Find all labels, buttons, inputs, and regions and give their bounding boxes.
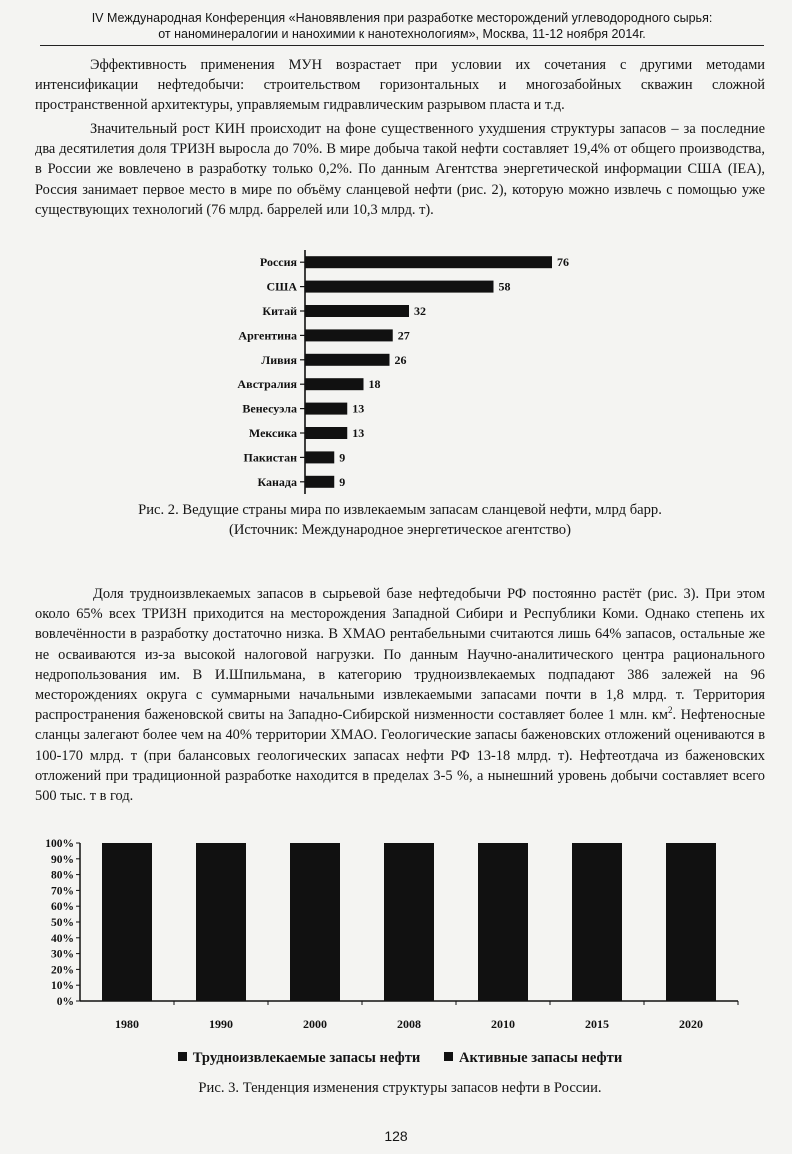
y-tick-label: 20%: [51, 964, 74, 977]
data-label: 18: [368, 377, 381, 392]
bar-hard-reserves: [572, 843, 622, 1001]
x-tick-label: 2020: [679, 1017, 703, 1031]
reserves-structure-chart: [30, 832, 750, 1042]
x-tick-label: 1990: [209, 1017, 233, 1031]
category-label: США: [266, 279, 297, 294]
bar-hard-reserves: [102, 843, 152, 1001]
legend-swatch-hard: [178, 1052, 187, 1061]
data-label: 13: [352, 426, 365, 440]
data-label: 13: [352, 401, 365, 416]
y-tick-label: 80%: [51, 869, 74, 882]
bar: [305, 354, 390, 366]
bar: [305, 305, 409, 317]
x-tick-label: 2008: [397, 1017, 421, 1031]
page-number: 128: [384, 1128, 408, 1144]
bar-hard-reserves: [196, 843, 246, 1001]
bar-hard-reserves: [384, 843, 434, 1001]
x-tick-label: 2015: [585, 1017, 609, 1031]
superscript-2: 2: [668, 705, 673, 716]
category-label: Венесуэла: [242, 401, 297, 416]
header-line-1: IV Международная Конференция «Нановявления при разработке месторождений углеводородного сырья:: [91, 11, 713, 25]
data-label: 76: [557, 255, 569, 270]
figure-3-legend: [35, 1050, 765, 1067]
legend-label-hard: Трудноизвлекаемые запасы нефти: [192, 1050, 421, 1066]
paragraph-3-part-2: . Нефтеносные сланцы залегают более чем на 40% территории ХМАО. Геологические запасы баженовских отложений оцениваются в 100-170 млрд. т (при балансовых геологических запасах нефти РФ 13-18 млрд. т). Нефтеотдача из баженовских отложений при традиционной разработке находится в пределах 3-5 %, а нынешний уровень добычи составляет всего 500 тыс. т в год.: [35, 707, 765, 805]
category-label: Австралия: [237, 377, 297, 392]
bar-hard-reserves: [478, 843, 528, 1001]
y-tick-label: 100%: [45, 838, 74, 850]
y-tick-label: 60%: [51, 901, 74, 914]
shale-oil-reserves-chart: [215, 244, 595, 496]
x-tick-label: 2000: [303, 1017, 327, 1031]
bar-hard-reserves: [290, 843, 340, 1001]
category-label: Китай: [262, 304, 297, 318]
figure-2-caption-line-2: (Источник: Международное энергетическое агентство): [229, 522, 571, 538]
category-label: Аргентина: [238, 328, 297, 343]
data-label: 26: [394, 352, 407, 367]
data-label: 32: [414, 304, 426, 318]
bar: [305, 281, 494, 293]
conference-header: [40, 10, 764, 46]
data-label: 27: [397, 328, 410, 343]
figure-2-caption-line-1: Рис. 2. Ведущие страны мира по извлекаемым запасам сланцевой нефти, млрд барр.: [138, 502, 662, 518]
bar: [305, 403, 347, 415]
y-tick-label: 90%: [51, 853, 74, 866]
data-label: 9: [339, 474, 346, 489]
category-label: Пакистан: [243, 450, 297, 465]
y-tick-label: 30%: [51, 948, 74, 961]
legend-label-active: Активные запасы нефти: [458, 1050, 623, 1066]
figure-2-caption: [35, 500, 765, 540]
paragraph-1: Эффективность применения МУН возрастает при условии их сочетания с другими методами интенсификации нефтедобычи: строительством горизонтальных и многозабойных скважин сложной пространственной архитектуры, управляемым гидравлическим разрывом пласта и т.д.: [35, 57, 765, 114]
category-label: Ливия: [261, 352, 297, 367]
category-label: Россия: [259, 255, 297, 270]
paragraph-3: [35, 584, 765, 806]
paragraph-3-part-1: Доля трудноизвлекаемых запасов в сырьевой базе нефтедобычи РФ постоянно растёт (рис. 3). При этом около 65% всех ТРИЗН приходится на месторождения Западной Сибири и Республики Коми. Однако степень их вовлечённости в разработку достаточно низка. В ХМАО рентабельными считаются лишь 64% запасов, остальные же не осваиваются из-за высокой налоговой нагрузки. По данным Научно-аналитического центра рационального недропользования им. В И.Шпильмана, в категорию трудноизвлекаемых подпадают 386 залежей на 96 месторождениях округа с суммарными начальными извлекаемыми запасами почти в 1,8 млрд. т. Территория распространения баженовской свиты на Западно-Сибирской низменности составляет более 1 млн. км: [35, 586, 765, 724]
bar-hard-reserves: [666, 843, 716, 1001]
legend-item-hard: [178, 1050, 421, 1066]
legend-swatch-active: [444, 1052, 453, 1061]
bar: [305, 476, 334, 488]
bar: [305, 378, 364, 390]
y-tick-label: 70%: [51, 885, 74, 898]
category-label: Канада: [257, 474, 297, 489]
data-label: 58: [498, 279, 511, 294]
x-tick-label: 2010: [491, 1017, 515, 1031]
figure-3-caption: Рис. 3. Тенденция изменения структуры запасов нефти в России.: [198, 1080, 602, 1096]
bar: [305, 451, 334, 463]
category-label: Мексика: [248, 426, 297, 440]
data-label: 9: [339, 450, 346, 465]
y-tick-label: 0%: [56, 996, 74, 1008]
bar: [305, 329, 393, 341]
x-tick-label: 1980: [115, 1017, 139, 1031]
paragraph-2: Значительный рост КИН происходит на фоне существенного ухудшения структуры запасов – за последние два десятилетия доля ТРИЗН выросла до 70%. В мире добыча такой нефти составляет 19,4% от общего производства, в России же вовлечено в разработку только 0,2%. По данным Агентства энергетической информации США (IEA), Россия занимает первое место в мире по объёму сланцевой нефти (рис. 2), которую можно извлечь с помощью уже существующих технологий (76 млрд. баррелей или 10,3 млрд. т).: [35, 121, 765, 218]
y-tick-label: 10%: [51, 980, 74, 993]
bar: [305, 427, 347, 439]
legend-item-active: [444, 1050, 622, 1066]
y-tick-label: 50%: [51, 917, 74, 929]
bar: [305, 256, 552, 268]
y-tick-label: 40%: [51, 932, 74, 945]
header-line-2: от наноминералогии и нанохимии к нанотехнологиям», Москва, 11-12 ноября 2014г.: [158, 27, 646, 41]
